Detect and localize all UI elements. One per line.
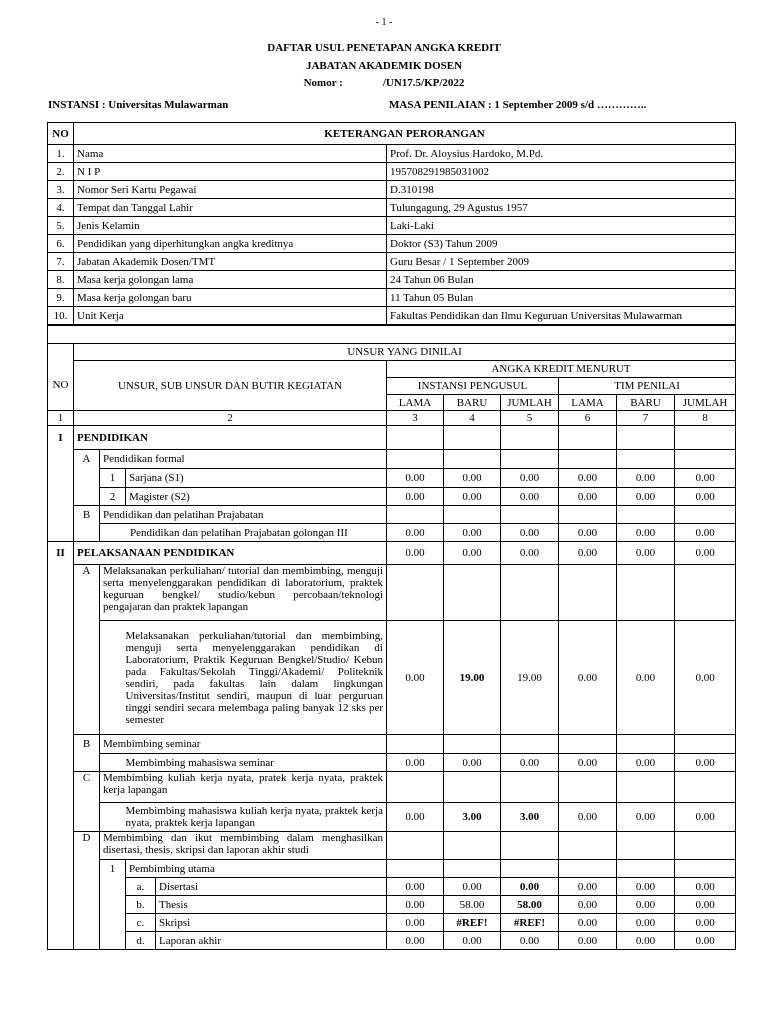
value-cell: #REF! — [501, 914, 559, 932]
document-title: DAFTAR USUL PENETAPAN ANGKA KREDIT — [267, 42, 501, 54]
value-cell: 0.00 — [675, 488, 736, 506]
subsection-title: Membimbing seminar — [100, 735, 387, 754]
nomor-label: Nomor : — [303, 77, 343, 89]
item-text: Melaksanakan perkuliahan/tutorial dan membimbing, menguji serta menyelenggarakan pendidikan di Laboratorium, Praktik Keguruan Bengkel/Studio/ Kebun pada Fakultas/Sekolah Tinggi/Akademi/ Politeknik sendiri, pada fakultas lain dalam lingkungan Universitas/Institut sendiri, maupun di luar perguruan tinggi sendiri secara melembaga paling banyak 12 sks per semester — [126, 621, 387, 735]
value-cell: 0.00 — [675, 896, 736, 914]
item-label: Membimbing mahasiswa seminar — [126, 754, 387, 772]
personal-row-number: 4. — [48, 199, 74, 217]
personal-row — [48, 199, 736, 217]
subsection-letter: B — [74, 506, 100, 524]
personal-row-value: Tulungagung, 29 Agustus 1957 — [387, 199, 736, 217]
nomor-value: /UN17.5/KP/2022 — [382, 77, 465, 89]
subsection-title: Pendidikan formal — [100, 450, 387, 469]
item-label: Disertasi — [156, 878, 387, 896]
personal-row-label: Nama — [74, 145, 387, 163]
value-cell: 0.00 — [559, 469, 617, 488]
col-num: 6 — [559, 411, 617, 426]
personal-row-number: 6. — [48, 235, 74, 253]
value-cell: 0.00 — [559, 488, 617, 506]
pembimbing-rows — [48, 878, 736, 950]
value-cell: 0.00 — [387, 754, 444, 772]
value-cell: 58.00 — [501, 896, 559, 914]
personal-row-label: Masa kerja golongan baru — [74, 289, 387, 307]
value-cell: 0.00 — [444, 488, 501, 506]
section-number: I — [48, 426, 74, 450]
baru-header: BARU — [617, 395, 675, 411]
personal-row — [48, 253, 736, 271]
personal-title-header: KETERANGAN PERORANGAN — [74, 123, 736, 145]
value-cell: 0.00 — [675, 621, 736, 735]
value-cell: 0.00 — [387, 621, 444, 735]
value-cell: 0.00 — [617, 878, 675, 896]
value-cell: 0.00 — [387, 878, 444, 896]
instansi-pengusul-header: INSTANSI PENGUSUL — [387, 378, 559, 395]
subsection-text: Membimbing kuliah kerja nyata, pratek kerja nyata, praktek kerja lapangan — [100, 772, 387, 803]
value-cell: 0.00 — [617, 932, 675, 950]
value-cell: 0.00 — [387, 914, 444, 932]
value-cell: 58.00 — [444, 896, 501, 914]
personal-row-label: Jenis Kelamin — [74, 217, 387, 235]
value-cell: 3.00 — [501, 803, 559, 832]
value-cell: 0.00 — [444, 932, 501, 950]
section-title: PENDIDIKAN — [74, 426, 387, 450]
value-cell: 0.00 — [675, 914, 736, 932]
assessment-table — [47, 325, 736, 950]
value-cell: 0.00 — [617, 469, 675, 488]
value-cell: 0.00 — [501, 878, 559, 896]
value-cell: 0.00 — [387, 803, 444, 832]
personal-row — [48, 217, 736, 235]
subsection-title: Pendidikan dan pelatihan Prajabatan — [100, 506, 387, 524]
value-cell: 0.00 — [501, 754, 559, 772]
value-cell: 0.00 — [501, 488, 559, 506]
item-label: Skripsi — [156, 914, 387, 932]
value-cell: 0.00 — [559, 621, 617, 735]
value-cell: 0.00 — [675, 803, 736, 832]
value-cell: 0.00 — [675, 524, 736, 542]
unsur-title-row — [48, 344, 736, 361]
value-cell: 0.00 — [387, 932, 444, 950]
personal-row-value: Prof. Dr. Aloysius Hardoko, M.Pd. — [387, 145, 736, 163]
subsection-letter: A — [74, 450, 100, 469]
value-cell: 0.00 — [559, 932, 617, 950]
personal-row-label: N I P — [74, 163, 387, 181]
value-cell: 0.00 — [501, 524, 559, 542]
table-row — [48, 932, 736, 950]
item-label: Sarjana (S1) — [126, 469, 387, 488]
value-cell: 0.00 — [559, 878, 617, 896]
jumlah-header: JUMLAH — [501, 395, 559, 411]
personal-info-table — [47, 122, 736, 325]
value-cell: 0.00 — [501, 542, 559, 565]
personal-row-number: 5. — [48, 217, 74, 235]
masa-penilaian-label: MASA PENILAIAN : 1 September 2009 s/d ………….. — [389, 99, 647, 111]
table-row — [48, 621, 736, 735]
table-row — [48, 803, 736, 832]
table-row — [48, 488, 736, 506]
col-num: 3 — [387, 411, 444, 426]
spacer-row — [48, 326, 736, 344]
subsection-letter: C — [74, 772, 100, 803]
personal-row-value: 24 Tahun 06 Bulan — [387, 271, 736, 289]
table-row — [48, 524, 736, 542]
lama-header: LAMA — [559, 395, 617, 411]
page-number: - 1 - — [375, 17, 393, 28]
subsection-text: Melaksanakan perkuliahan/ tutorial dan membimbing, menguji serta menyelenggarakan pendidikan di laboratorium, praktek keguruan bengkel/ studio/kebun percobaan/teknologi pengajaran dan praktek lapangan — [100, 565, 387, 621]
value-cell: 0.00 — [617, 803, 675, 832]
personal-header-row — [48, 123, 736, 145]
lama-header: LAMA — [387, 395, 444, 411]
personal-row — [48, 145, 736, 163]
value-cell: 0.00 — [617, 754, 675, 772]
personal-no-header: NO — [48, 123, 74, 145]
personal-row-number: 3. — [48, 181, 74, 199]
value-cell: 19.00 — [501, 621, 559, 735]
document-nomor — [0, 77, 768, 89]
table-row — [48, 896, 736, 914]
tim-penilai-header: TIM PENILAI — [559, 378, 736, 395]
value-cell: 0.00 — [675, 542, 736, 565]
personal-row-number: 2. — [48, 163, 74, 181]
col-num: 4 — [444, 411, 501, 426]
ak-menurut-header: ANGKA KREDIT MENURUT — [387, 361, 736, 378]
personal-row-number: 7. — [48, 253, 74, 271]
value-cell: 0.00 — [559, 524, 617, 542]
col-num: 1 — [48, 411, 74, 426]
section-number: II — [48, 542, 74, 565]
item-label: Magister (S2) — [126, 488, 387, 506]
personal-row-label: Masa kerja golongan lama — [74, 271, 387, 289]
value-cell: 0.00 — [444, 542, 501, 565]
item-label: Pembimbing utama — [126, 860, 387, 878]
item-number: 1 — [100, 469, 126, 488]
table-row — [48, 754, 736, 772]
instansi-label: INSTANSI : Universitas Mulawarman — [48, 99, 229, 111]
subsection-letter: A — [74, 565, 100, 621]
col-num: 2 — [74, 411, 387, 426]
table-row — [48, 914, 736, 932]
value-cell: 0.00 — [387, 542, 444, 565]
column-number-row — [48, 411, 736, 426]
personal-rows — [48, 145, 736, 325]
value-cell: 0.00 — [559, 803, 617, 832]
personal-row-number: 10. — [48, 307, 74, 325]
table-row — [48, 878, 736, 896]
subsection-letter: D — [74, 832, 100, 860]
baru-header: BARU — [444, 395, 501, 411]
item-number: 1 — [100, 860, 126, 878]
value-cell: 0.00 — [675, 754, 736, 772]
col-num: 5 — [501, 411, 559, 426]
section-row — [48, 542, 736, 565]
value-cell: #REF! — [444, 914, 501, 932]
value-cell: 0.00 — [387, 896, 444, 914]
value-cell: 0.00 — [559, 896, 617, 914]
personal-row-number: 9. — [48, 289, 74, 307]
value-cell: 0.00 — [617, 542, 675, 565]
personal-row — [48, 307, 736, 325]
value-cell: 0.00 — [444, 524, 501, 542]
section-title: PELAKSANAAN PENDIDIKAN — [74, 542, 387, 565]
personal-row-label: Unit Kerja — [74, 307, 387, 325]
value-cell: 0.00 — [444, 754, 501, 772]
value-cell: 0.00 — [559, 914, 617, 932]
personal-row-value: Fakultas Pendidikan dan Ilmu Keguruan Universitas Mulawarman — [387, 307, 736, 325]
value-cell: 0.00 — [501, 469, 559, 488]
personal-row-value: 195708291985031002 — [387, 163, 736, 181]
personal-row — [48, 163, 736, 181]
item-letter: b. — [126, 896, 156, 914]
value-cell: 0.00 — [675, 878, 736, 896]
item-label: Thesis — [156, 896, 387, 914]
section-row — [48, 426, 736, 450]
assess-no-header: NO — [48, 361, 74, 411]
value-cell: 0.00 — [675, 932, 736, 950]
value-cell: 0.00 — [559, 542, 617, 565]
value-cell: 0.00 — [387, 469, 444, 488]
personal-row-value: 11 Tahun 05 Bulan — [387, 289, 736, 307]
value-cell: 0.00 — [617, 914, 675, 932]
personal-row-value: Doktor (S3) Tahun 2009 — [387, 235, 736, 253]
item-text: Membimbing mahasiswa kuliah kerja nyata, praktek kerja nyata, praktek kerja lapangan — [126, 803, 387, 832]
jumlah-header: JUMLAH — [675, 395, 736, 411]
personal-row-number: 1. — [48, 145, 74, 163]
personal-row-value: D.310198 — [387, 181, 736, 199]
value-cell: 0.00 — [444, 878, 501, 896]
personal-row-number: 8. — [48, 271, 74, 289]
personal-row-label: Tempat dan Tanggal Lahir — [74, 199, 387, 217]
personal-row — [48, 235, 736, 253]
value-cell: 0.00 — [387, 488, 444, 506]
unsur-title: UNSUR YANG DINILAI — [74, 344, 736, 361]
personal-row — [48, 181, 736, 199]
unsur-col-header: UNSUR, SUB UNSUR DAN BUTIR KEGIATAN — [74, 361, 387, 411]
item-letter: c. — [126, 914, 156, 932]
value-cell: 0.00 — [617, 621, 675, 735]
value-cell: 0.00 — [444, 469, 501, 488]
value-cell: 0.00 — [617, 896, 675, 914]
value-cell: 0.00 — [387, 524, 444, 542]
subsection-letter: B — [74, 735, 100, 754]
value-cell: 0.00 — [559, 754, 617, 772]
table-row — [48, 469, 736, 488]
document-subtitle: JABATAN AKADEMIK DOSEN — [305, 60, 463, 72]
personal-row-label: Nomor Seri Kartu Pegawai — [74, 181, 387, 199]
personal-row-value: Guru Besar / 1 September 2009 — [387, 253, 736, 271]
personal-row-label: Pendidikan yang diperhitungkan angka kreditnya — [74, 235, 387, 253]
personal-row-label: Jabatan Akademik Dosen/TMT — [74, 253, 387, 271]
subsection-text: Membimbing dan ikut membimbing dalam menghasilkan disertasi, thesis, skripsi dan laporan akhir studi — [103, 832, 383, 856]
col-num: 7 — [617, 411, 675, 426]
personal-row — [48, 271, 736, 289]
item-label: Pendidikan dan pelatihan Prajabatan golongan III — [100, 524, 387, 542]
value-cell: 0.00 — [501, 932, 559, 950]
personal-row-value: Laki-Laki — [387, 217, 736, 235]
item-number: 2 — [100, 488, 126, 506]
item-label: Laporan akhir — [156, 932, 387, 950]
value-cell: 0.00 — [617, 524, 675, 542]
value-cell: 0.00 — [617, 488, 675, 506]
value-cell: 3.00 — [444, 803, 501, 832]
value-cell: 19.00 — [444, 621, 501, 735]
item-letter: a. — [126, 878, 156, 896]
personal-row — [48, 289, 736, 307]
col-num: 8 — [675, 411, 736, 426]
item-letter: d. — [126, 932, 156, 950]
value-cell: 0.00 — [675, 469, 736, 488]
